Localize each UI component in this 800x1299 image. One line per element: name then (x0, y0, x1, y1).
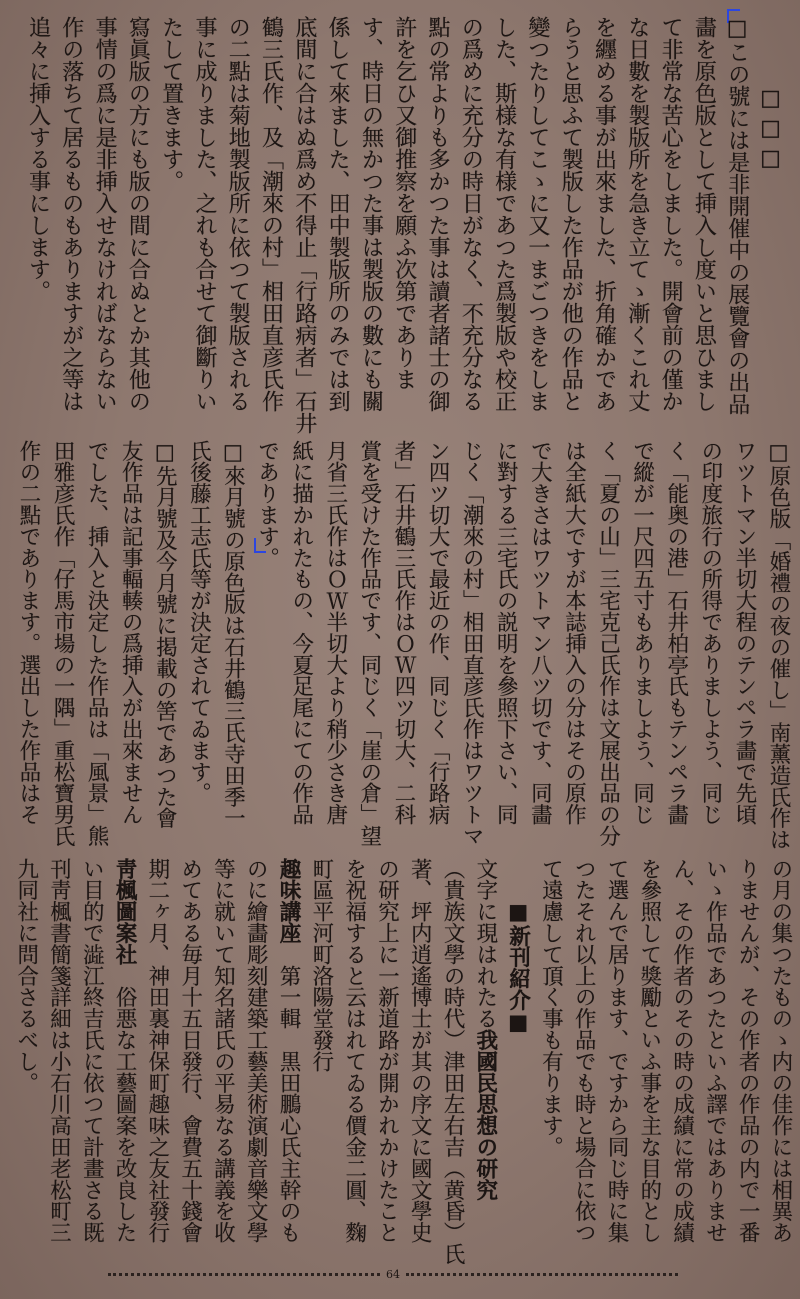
text-column: て遠慮して頂く事も有ります。 (538, 858, 564, 1158)
text-column: て非常な苦心をしました。開會前の僅か (658, 16, 684, 412)
book-title-lead: 文字に現はれたる (472, 858, 498, 1030)
text-column: い目的で澁江終吉氏に依つて計畫さる既 (79, 858, 105, 1244)
text-column: な日數を製版所を急き立てゝ漸くこれ丈 (624, 16, 650, 412)
text-column: のに繪畵彫刻建築工藝美術演劇音樂文學 (243, 858, 269, 1244)
text-column: の印度旅行の所得でありましよう、同じ (697, 440, 723, 826)
text-column: で縱が一尺四五寸もありましよう、同じ (629, 440, 655, 826)
page-number: 64 (386, 1267, 400, 1281)
text-column: 等に就いて知名諸氏の平易なる講義を收 (210, 858, 236, 1244)
text-column: の爲めに充分の時日がなく、不充分なる (458, 16, 484, 412)
text-column: □原色版「婚禮の夜の催し」南薰造氏作は (766, 440, 791, 851)
text-column: 事情の爲に是非挿入せなければならない (92, 16, 118, 412)
text-column: 者」石井鶴三氏作はＯＷ四ツ切大、二科 (390, 440, 416, 826)
footer-dotted-rule-left (108, 1273, 380, 1276)
text-column: く「夏の山」三宅克己氏作は文展出品の分 (595, 440, 621, 847)
text-column: を纒める事が出來ました、折角確かであ (591, 16, 617, 412)
text-column: ン四ツ切大で最近の作、同じく「行路病 (425, 440, 451, 826)
text-column: 田雅彦氏作「仔馬市場の一隅」重松寶男氏 (50, 440, 76, 847)
paragraph-photo-plate-notice (21, 16, 154, 438)
text-column: 町區平河町洛陽堂發行 (308, 858, 334, 1072)
text-column: 著、坪内逍遙博士が其の序文に國文學史 (407, 858, 433, 1244)
text-column: じく「潮來の村」相田直彦氏作はワツトマ (459, 440, 485, 847)
member-works-and-new-books-section (6, 858, 796, 1268)
text-column: いゝ作品であつたといふ譯ではありませ (702, 858, 728, 1244)
entry-book (304, 858, 501, 1268)
text-column: く「能奥の港」石井柏亭氏もテンペラ畵 (663, 440, 689, 826)
text-column: す、時日の無かつた事は製版の數にも關 (358, 16, 384, 412)
text-column: は全紙大ですが本誌挿入の分はその原作 (561, 440, 587, 826)
text-column: に對する三宅氏の説明を參照下さい、同 (493, 440, 519, 826)
text-column: たして置きます。 (158, 16, 184, 192)
entry-design-studio (9, 858, 140, 1268)
text-column: の月の集つたものゝ内の佳作には相異あ (768, 858, 793, 1244)
text-column: 底間に合はぬ爲め不得止「行路病者」石井 (291, 16, 317, 434)
paragraph-member-works-continued (534, 858, 796, 1268)
text-column: 畵を原色版として挿入し度いと思ひまし (691, 16, 717, 412)
text-column: 友作品は記事輻輳の爲挿入が出來ません (118, 440, 144, 826)
book-title: 我國民思想の研究 (472, 1029, 498, 1201)
text-column: 係して來ました、田中製版所のみでは到 (325, 16, 351, 412)
footer-dotted-rule-right (406, 1273, 678, 1276)
text-column: 刊靑楓書簡箋詳細は小石川高田老松町三 (46, 858, 72, 1244)
text-column: めてある毎月十五日發行、會費五十錢會 (177, 858, 203, 1244)
text-column: を參照して獎勵といふ事を主な目的とし (636, 858, 662, 1244)
text-column: りませんが、その作者の作品の内で一番 (735, 858, 761, 1244)
lecture-title-column (271, 858, 304, 1268)
text-column: の研究上に一新道路が開かれかけたこと (374, 858, 400, 1244)
text-column: ワツトマン半切大程のテンペラ畵で先頃 (731, 440, 757, 826)
paragraph-next-issue (181, 440, 249, 852)
paragraph-plate-delay-notice (154, 16, 753, 438)
text-column: 賞を受けた作品です、同じく「崖の倉」望 (356, 440, 382, 847)
entry-lecture-series (140, 858, 304, 1268)
text-column: 月省三氏作はＯＷ半切大より稍少さき唐 (322, 440, 348, 826)
text-column: 氏後藤工志氏等が決定されてゐます。 (186, 440, 212, 804)
lecture-first-line: 第一輯 黒田鵬心氏主幹のも (276, 943, 302, 1244)
text-column: 鶴三氏作、及「潮來の村」相田直彦氏作 (258, 16, 284, 412)
text-column: （貴族文學の時代）津田左右吉（黄昏）氏 (440, 858, 466, 1265)
lecture-title: 趣味講座 (276, 858, 302, 944)
page-footer (108, 1266, 678, 1282)
text-column: らうと思ふて製版した作品が他の作品と (558, 16, 584, 412)
studio-title-column (107, 858, 140, 1268)
text-column: □來月號の原色版は石井鶴三氏寺田季一 (220, 440, 246, 829)
text-column: 事に成りました、之れも合せて御斷りい (191, 16, 217, 412)
text-column: の二點は菊地製版所に依つて製版される (225, 16, 251, 412)
text-column: 作の落ちて居るものもありますが之等は (58, 16, 84, 412)
text-column: 變つたりしてこゝに又一まごつきをしま (524, 16, 550, 412)
text-column: 九同社に問合さるべし。 (13, 858, 39, 1094)
paragraph-color-plates (250, 440, 796, 852)
studio-title: 靑楓圖案社 (112, 858, 138, 965)
editorial-notes-section (15, 16, 787, 438)
text-column: した、斯様な有様であつた爲製版や校正 (491, 16, 517, 412)
text-column: 作の二點であります。選出した作品はそ (15, 440, 41, 826)
text-column: 期二ヶ月、神田裏神保町趣味之友社發行 (144, 858, 170, 1244)
text-column: でした、挿入と決定した作品は「風景」熊 (84, 440, 110, 847)
text-column: □この號には是非開催中の展覽會の出品 (724, 16, 750, 415)
plate-notes-section (7, 440, 795, 852)
text-column: 許を乞ひ又御推察を願ふ次第でありま (391, 16, 417, 390)
text-column: て選んで居ります、ですから同じ時に集 (604, 858, 630, 1244)
text-column: □先月號及今月號に掲載の筈であつた會 (152, 440, 178, 829)
text-column: 紙に描かれたもの、今夏足尾にての作品 (288, 440, 314, 826)
book-title-column (468, 858, 501, 1268)
text-column: を祝福すると云はれてゐる價金二圓、麴 (341, 858, 367, 1244)
paragraph-member-works (11, 440, 181, 852)
studio-first-line: 俗悪な工藝圖案を改良した (112, 965, 138, 1244)
text-column: で大きさはワツトマン八ツ切です、同畵 (527, 440, 553, 826)
section-heading-marks: □□□ (758, 86, 783, 176)
text-column: 點の常よりも多かつた事は讀者諸士の御 (425, 16, 451, 412)
text-column: 寫眞版の方にも版の間に合ぬとか其他の (125, 16, 151, 412)
text-column: であります。 (254, 440, 280, 569)
text-column: 追々に挿入する事にします。 (25, 16, 51, 302)
text-column: ん、その作者のその時の成績に常の成績 (669, 858, 695, 1244)
new-books-heading: ■新刊紹介■ (505, 900, 531, 1036)
text-column: つたそれ以上の作品でも時と場合に依つ (571, 858, 597, 1244)
